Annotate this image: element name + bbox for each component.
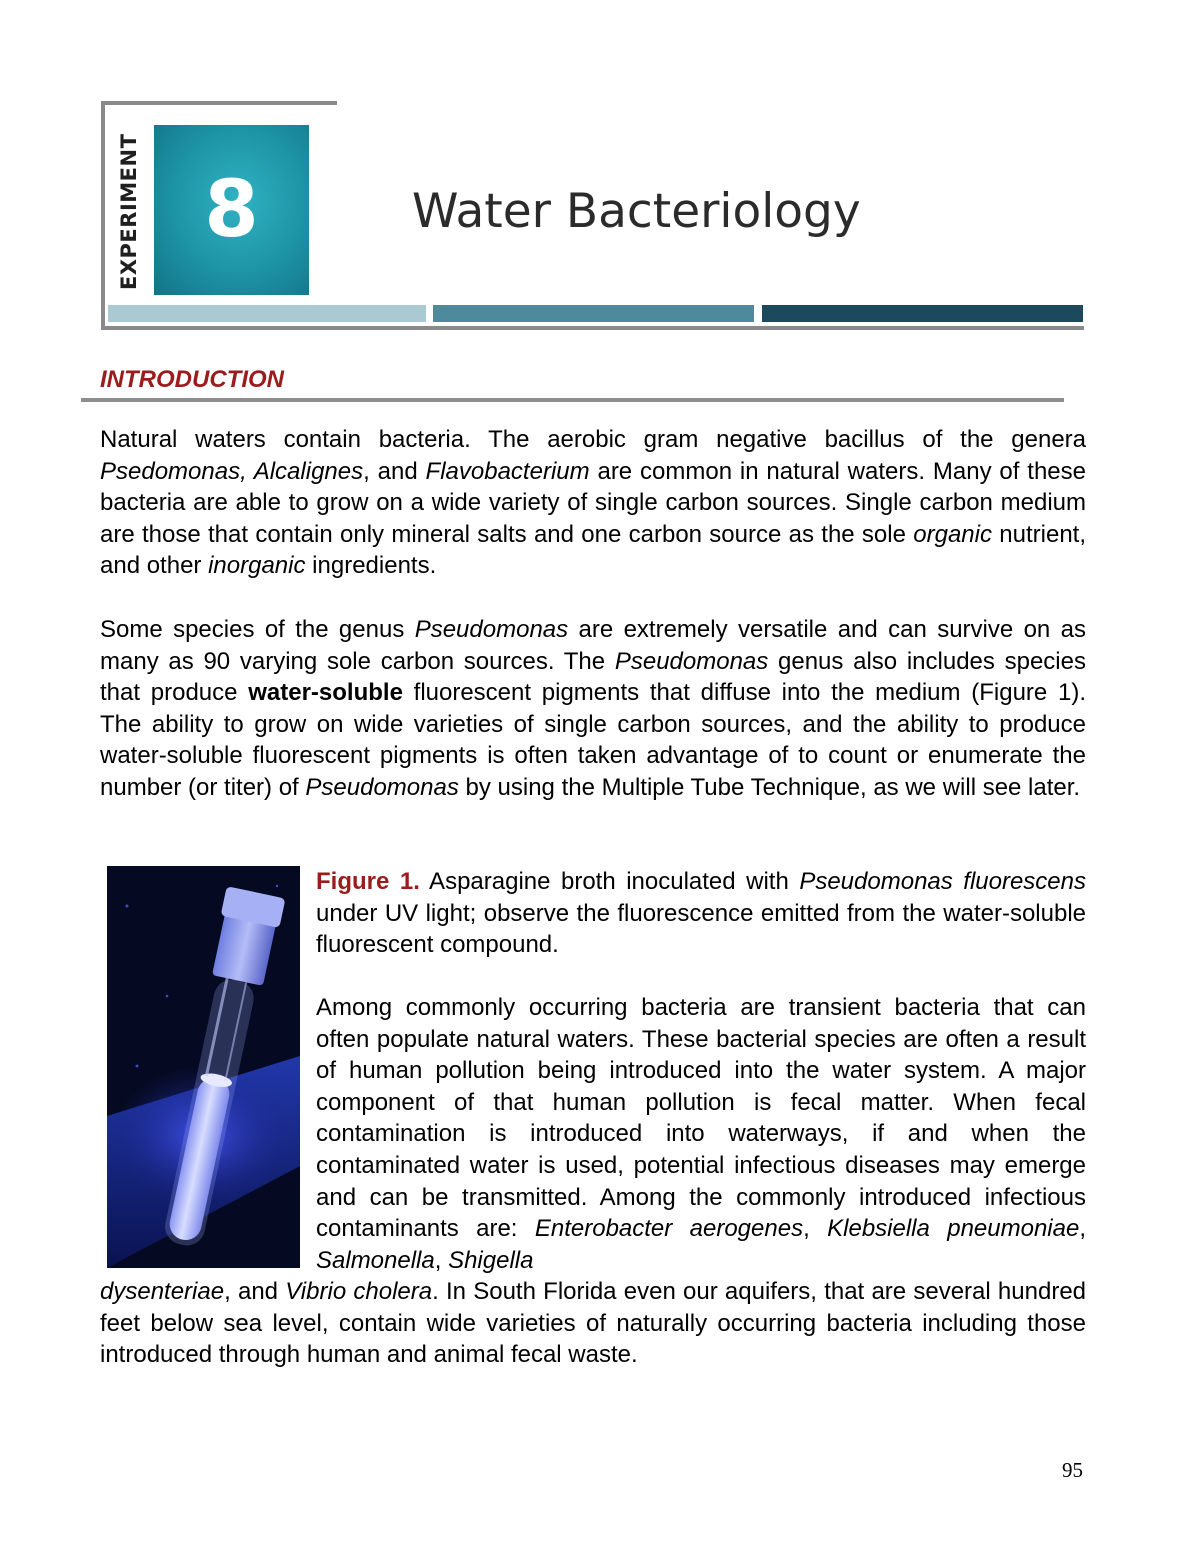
text-run: by using the Multiple Tube Technique, as we will see later. (458, 773, 1081, 801)
page-title: Water Bacteriology (412, 184, 861, 239)
text-run: Natural waters contain bacteria. The aerobic gram negative bacillus of the genera (100, 426, 1086, 453)
italic-term: Salmonella (316, 1246, 435, 1274)
text-run: under UV light; observe the fluorescence emitted from the water-soluble fluorescent compound. (316, 899, 1086, 959)
header-frame-left-line (101, 101, 105, 329)
text-run: Among commonly occurring bacteria are transient bacteria that can often populate natural waters. These bacterial species are often a result of human pollution being introduced into the water system. A major component of that human pollution is fecal matter. When fecal contamination is introduced into waterways, if and when the contaminated water is used, potential infectious diseases may emerge and can be transmitted. Among the commonly introduced infectious contaminants are: (316, 994, 1086, 1243)
italic-term: Vibrio cholera (285, 1278, 433, 1305)
italic-term: organic (913, 520, 992, 548)
italic-term: Pseudomonas (305, 773, 459, 801)
header-bar-mid (433, 305, 754, 322)
paragraph-2 (100, 614, 1086, 804)
italic-term: Pseudomonas (414, 616, 569, 643)
italic-term: Pseudomonas fluorescens (799, 868, 1087, 895)
text-run: fluorescent pigments that diffuse into the medium (Figure 1). The ability to grow on wide varieties of single carbon sources, and the ability to produce water-soluble fluorescent pigments is often taken advantage of to count or enumerate the number (or titer) of (100, 679, 1086, 801)
italic-term: dysenteriae (100, 1278, 225, 1305)
paragraph-1 (100, 424, 1086, 582)
text-run: , and (363, 457, 426, 485)
figure-1-caption (316, 866, 1086, 961)
text-run: are common in natural waters. Many of these bacteria are able to grow on a wide variety of single carbon sources. Single carbon medium are those that contain only mineral salts and one carbon source as the sole (100, 457, 1086, 548)
header-frame-bottom-line (101, 326, 1084, 330)
bold-term: water-soluble (248, 679, 403, 707)
paragraph-3-part-2 (100, 1276, 1086, 1371)
text-run: Asparagine broth inoculated with (419, 868, 800, 895)
text-run: ingredients. (305, 552, 437, 580)
text-run: nutrient, and other (100, 520, 1086, 580)
header-frame-top-line (101, 101, 337, 105)
text-run: are extremely versatile and can survive on as many as 90 varying sole carbon sources. The (100, 616, 1086, 675)
section-heading: INTRODUCTION (100, 366, 284, 393)
text-run: , (803, 1215, 828, 1243)
italic-term: inorganic (208, 552, 306, 580)
text-run: . In South Florida even our aquifers, that are several hundred feet below sea level, contain wide varieties of naturally occurring bacteria including those introduced through human and animal fecal waste. (100, 1278, 1087, 1369)
page-number: 95 (1062, 1458, 1083, 1482)
experiment-label: EXPERIMENT (117, 133, 141, 290)
text-run: Some species of the genus (100, 616, 415, 643)
text-run: , (1079, 1215, 1087, 1243)
italic-term: Klebsiella pneumoniae (827, 1215, 1080, 1243)
section-divider (81, 398, 1064, 402)
header-bar-light (108, 305, 426, 322)
text-run: genus also includes species that produce (100, 647, 1086, 707)
text-run: , and (224, 1278, 286, 1305)
italic-term: Flavobacterium (425, 457, 590, 485)
italic-term: Shigella (448, 1246, 534, 1274)
experiment-number-box (154, 125, 309, 295)
italic-term: Enterobacter aerogenes (534, 1215, 804, 1243)
figure-label: Figure 1. (316, 868, 420, 895)
paragraph-3-part-1 (316, 992, 1086, 1276)
italic-term: Pseudomonas (614, 647, 769, 675)
italic-term: Psedomonas, Alcalignes (100, 457, 364, 485)
test-tube-illustration (107, 866, 300, 1268)
header-bar-dark (762, 305, 1083, 322)
figure-1-photo (107, 866, 300, 1268)
experiment-number: 8 (204, 165, 259, 255)
text-run: , (434, 1246, 449, 1274)
